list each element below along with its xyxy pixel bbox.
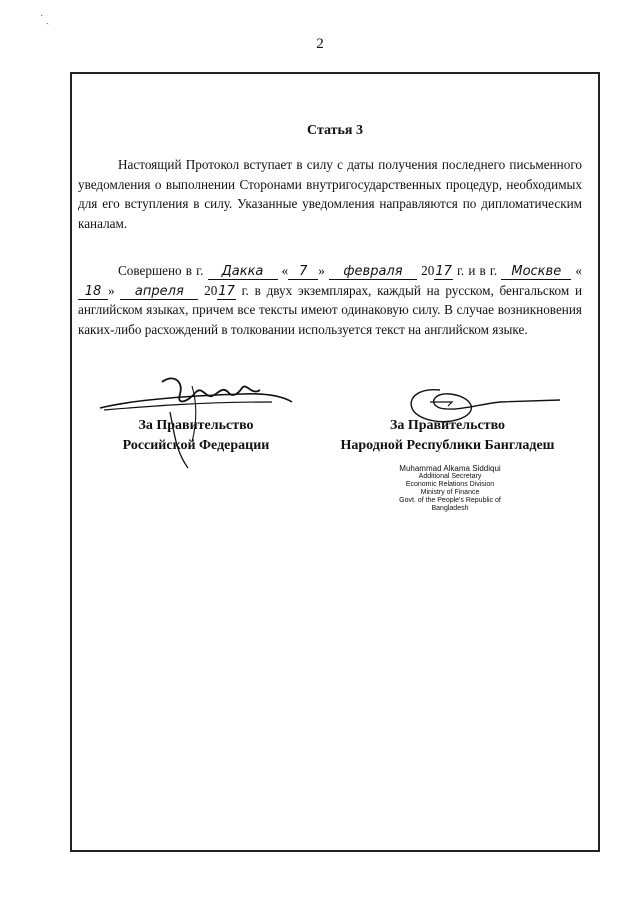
handwritten-month-2: апреля: [120, 284, 198, 300]
official-stamp: [385, 465, 515, 513]
stamp-division: Economic Relations Division: [405, 481, 495, 488]
quote-close-1: »: [318, 263, 325, 278]
stamp-government: Govt. of the People's Republic of Bangladesh: [399, 497, 501, 512]
handwritten-month-1: февраля: [329, 264, 417, 280]
handwritten-day-2: 18: [78, 284, 108, 300]
paragraph-entry-into-force: Настоящий Протокол вступает в силу с даты получения последнего письменного уведомления о выполнении Сторонами внутригосударственных процедур, необходимых для его вступления в силу. Указанные уведомления направляются по дипломатическим каналам.: [78, 157, 582, 231]
handwritten-year-1: 17: [435, 264, 452, 279]
handwritten-day-1: 7: [288, 264, 318, 280]
quote-open-2: «: [575, 263, 583, 278]
stamp-title: Additional Secretary: [418, 473, 482, 480]
quote-open-1: «: [281, 263, 289, 278]
stamp-name: Muhammad Alkama Siddiqui: [399, 464, 501, 473]
article-title: Статья 3: [307, 123, 363, 138]
signatory-line-2: Российской Федерации: [122, 438, 270, 453]
paragraph-done-at: [78, 261, 582, 339]
done-text-1: Совершено в г.: [118, 263, 204, 278]
signatory-line-1: За Правительство: [389, 418, 506, 433]
quote-close-2: »: [108, 282, 115, 298]
signatory-line-1: За Правительство: [138, 418, 254, 433]
signature-block-russia: [96, 416, 296, 456]
stamp-ministry: Ministry of Finance: [420, 489, 480, 496]
handwritten-city-dhaka: Дакка: [208, 264, 278, 280]
signatory-line-2: Народной Республики Бангладеш: [340, 438, 555, 453]
handwritten-city-moscow: Москве: [501, 264, 571, 280]
signature-block-bangladesh: [325, 416, 570, 456]
century-1: 20: [421, 263, 435, 278]
handwritten-year-2: 17: [218, 283, 235, 299]
century-2: 20: [204, 282, 218, 298]
scan-marks: ˙ ˏ: [40, 14, 50, 25]
done-text-3: г. в двух экземплярах, каждый на русском, бенгальском и английском языках, причем все тексты имеют одинаковую силу. В случае возникновения каких-либо расхождений в толковании используется текст на английском языке.: [78, 282, 583, 337]
page-number: 2: [316, 36, 324, 52]
done-text-2: г. и в г.: [457, 263, 498, 278]
